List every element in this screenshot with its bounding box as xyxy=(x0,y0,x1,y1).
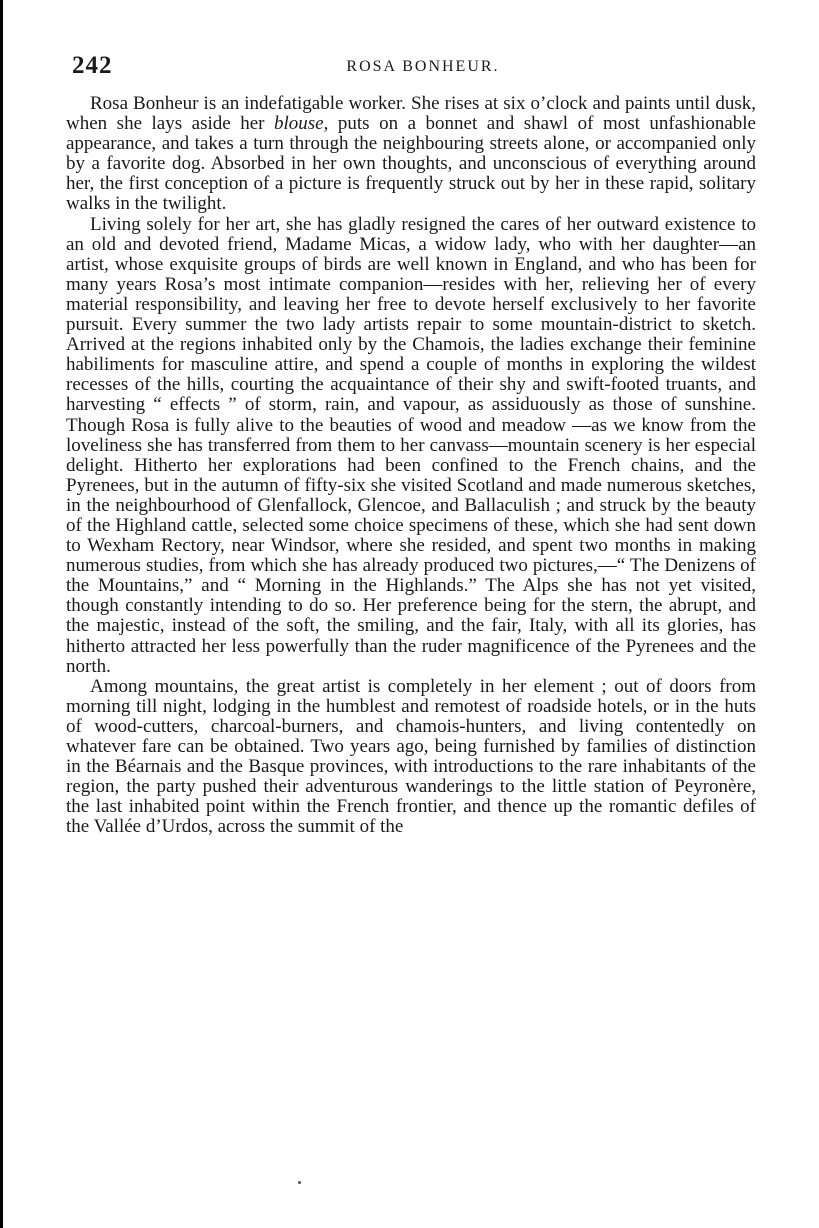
paragraph-1-part-a: Rosa Bonheur is an indefatigable worker. She rises at six o’clock and paints until dusk, when she lays aside her xyxy=(66,93,756,135)
page-edge-shadow xyxy=(0,0,3,1228)
paragraph-3: Among mountains, the great artist is completely in her element ; out of doors from morning till night, lodging in the humblest and remotest of roadside hotels, or in the huts of wood-cutters, charcoal-burners, and chamois-hunters, and living contentedly on whatever fare can be obtained. Two years ago, being furnished by families of distinction in the Béarnais and the Basque provinces, with introductions to the rare inhabitants of the region, the party pushed their adventurous wanderings to the little station of Peyronère, the last inhabited point within the French frontier, and thence up the romantic defiles of the Vallée d’Urdos, across the summit of the xyxy=(66,675,756,838)
page-header xyxy=(72,52,754,86)
body-text xyxy=(66,94,756,837)
paragraph-2: Living solely for her art, she has gladly resigned the cares of her outward existence to an old and devoted friend, Madame Micas, a widow lady, who with her daughter—an artist, whose exquisite groups of birds are well known in England, and who has been for many years Rosa’s most intimate companion—resides with her, relieving her of every material responsibility, and leaving her free to devote herself exclusively to her favorite pursuit. Every summer the two lady artists repair to some mountain-district to sketch. Arrived at the regions inhabited only by the Chamois, the ladies exchange their feminine habiliments for masculine attire, and spend a couple of months in exploring the wildest recesses of the hills, courting the acquaintance of their shy and swift-footed truants, and harvesting “ effects ” of storm, rain, and vapour, as assiduously as those of sunshine. Though Rosa is fully alive to the beauties of wood and meadow —as we know from the loveliness she has transferred from them to her canvass—mountain scenery is her especial delight. Hitherto her explorations had been confined to the French chains, and the Pyrenees, but in the autumn of fifty-six she visited Scotland and made numerous sketches, in the neighbourhood of Glenfallock, Glencoe, and Ballaculish ; and struck by the beauty of the Highland cattle, selected some choice specimens of these, which she had sent down to Wexham Rectory, near Windsor, where she resided, and spent two months in making numerous studies, from which she has already produced two pictures,—“ The Denizens of the Mountains,” and “ Morning in the Highlands.” The Alps she has not yet visited, though constantly intending to do so. Her preference being for the stern, the abrupt, and the majestic, instead of the soft, the smiling, and the fair, Italy, with all its glories, has hitherto attracted her less powerfully than the ruder magnificence of the Pyrenees and the north. xyxy=(66,213,756,677)
print-speck xyxy=(298,1181,301,1184)
paragraph-1-part-b: , puts on a bonnet and shawl of most unfashionable appearance, and takes a turn through the neighbouring streets alone, or accompanied only by a favorite dog. Absorbed in her own thoughts, and unconscious of everything around her, the first conception of a picture is frequently struck out by her in these rapid, solitary walks in the twilight. xyxy=(66,113,756,215)
paragraph-1 xyxy=(66,94,756,215)
paragraph-1-italic-word: blouse xyxy=(274,113,324,135)
running-head: ROSA BONHEUR. xyxy=(346,58,500,75)
page-number: 242 xyxy=(72,52,113,79)
